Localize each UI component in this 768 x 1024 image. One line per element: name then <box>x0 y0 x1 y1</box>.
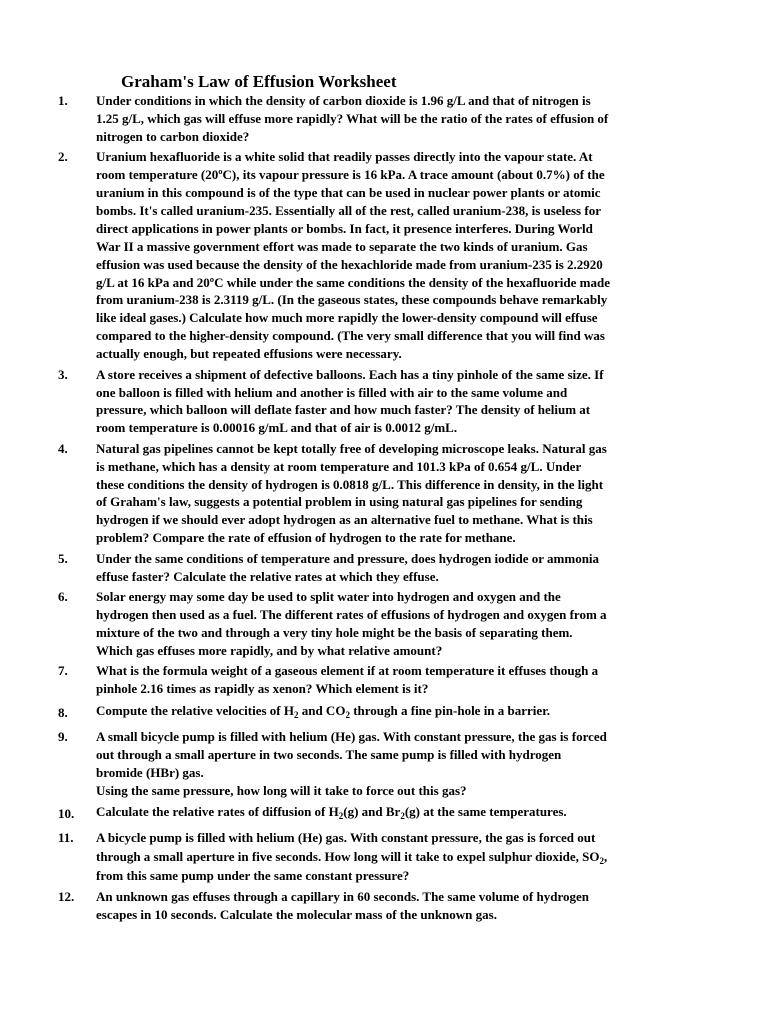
question-line: 1.25 g/L, which gas will effuse more rapidly? What will be the ratio of the rates of effusion of <box>96 110 609 126</box>
question-line: these conditions the density of hydrogen is 0.0818 g/L. This difference in density, in the light <box>96 476 604 492</box>
question-8 <box>58 702 698 720</box>
question-line: hydrogen then used as a fuel. The different rates of effusions of hydrogen and oxygen from a <box>96 606 607 622</box>
question-line: actually enough, but repeated effusions were necessary. <box>96 346 402 362</box>
question-number: 6. <box>58 588 68 604</box>
question-line <box>96 848 698 867</box>
question-line: room temperature (20ºC), its vapour pressure is 16 kPa. A trace amount (about 0.7%) of the <box>96 167 605 183</box>
question-2 <box>58 148 698 363</box>
question-7 <box>58 662 698 698</box>
question-line: hydrogen if we should ever adopt hydrogen as an alternative fuel to methane. What is this <box>96 512 593 528</box>
worksheet-title: Graham's Law of Effusion Worksheet <box>121 72 397 91</box>
text-segment: and CO <box>298 702 346 718</box>
question-line: mixture of the two and through a very tiny hole might be the basis of separating them. <box>96 624 573 640</box>
question-12 <box>58 888 698 924</box>
question-1 <box>58 92 698 146</box>
text-segment: , <box>603 848 608 864</box>
question-line: An unknown gas effuses through a capillary in 60 seconds. The same volume of hydrogen <box>96 888 589 904</box>
question-3 <box>58 366 698 438</box>
question-10 <box>58 803 698 821</box>
question-line: compared to the higher-density compound. (The very small difference that you will find was <box>96 328 605 344</box>
question-number: 7. <box>58 663 68 679</box>
text-segment: through a fine pin-hole in a barrier. <box>349 702 551 718</box>
question-line: room temperature is 0.00016 g/mL and that of air is 0.0012 g/mL. <box>96 420 458 436</box>
question-line: bromide (HBr) gas. <box>96 765 204 781</box>
question-line: pinhole 2.16 times as rapidly as xenon? Which element is it? <box>96 681 429 696</box>
subscript: 2 <box>599 855 604 866</box>
question-line: Which gas effuses more rapidly, and by what relative amount? <box>96 642 443 658</box>
question-line: effusion was used because the density of the hexachloride made from uranium-235 is 2.2920 <box>96 256 603 272</box>
question-line: bombs. It's called uranium-235. Essentially all of the rest, called uranium-238, is useless for <box>96 202 601 218</box>
subscript: 2 <box>293 709 299 720</box>
question-4 <box>58 440 698 547</box>
question-line: one balloon is filled with helium and another is filled with air to the same volume and <box>96 384 568 400</box>
question-number: 2. <box>58 149 68 165</box>
question-number: 4. <box>58 440 68 456</box>
question-line: out through a small aperture in two seconds. The same pump is filled with hydrogen <box>96 747 562 763</box>
text-segment: (g) at the same temperatures. <box>404 803 567 819</box>
question-5 <box>58 550 698 586</box>
question-line: of Graham's law, suggests a potential problem in using natural gas pipelines for sending <box>96 494 583 510</box>
question-number: 8. <box>58 704 68 720</box>
question-number: 3. <box>58 366 68 382</box>
question-6 <box>58 588 698 660</box>
question-number: 10. <box>58 805 75 821</box>
question-line: Uranium hexafluoride is a white solid that readily passes directly into the vapour state. At <box>96 149 593 165</box>
text-segment: Calculate the relative rates of diffusion of H <box>96 803 339 819</box>
question-line: is methane, which has a density at room temperature and 101.3 kPa of 0.654 g/L. Under <box>96 458 582 474</box>
question-number: 5. <box>58 550 68 566</box>
question-line: uranium in this compound is of the type that can be used in nuclear power plants or atomic <box>96 185 601 201</box>
question-line: nitrogen to carbon dioxide? <box>96 128 250 144</box>
question-line: Under conditions in which the density of carbon dioxide is 1.96 g/L and that of nitrogen is <box>96 93 591 108</box>
question-line: War II a massive government effort was made to separate the two kinds of uranium. Gas <box>96 238 588 254</box>
question-line: from uranium-238 is 2.3119 g/L. (In the gaseous states, these compounds behave remarkably <box>96 292 608 308</box>
question-11 <box>58 829 698 885</box>
question-line: Using the same pressure, how long will it take to force out this gas? <box>96 783 467 799</box>
question-line: from this same pump under the same constant pressure? <box>96 867 410 883</box>
question-line: like ideal gases.) Calculate how much more rapidly the lower-density compound will effuse <box>96 310 598 326</box>
question-number: 11. <box>58 830 74 846</box>
question-line: Under the same conditions of temperature and pressure, does hydrogen iodide or ammonia <box>96 550 600 566</box>
question-number: 9. <box>58 729 68 745</box>
question-line <box>96 803 698 821</box>
question-line: What is the formula weight of a gaseous element if at room temperature it effuses though a <box>96 663 599 679</box>
question-line <box>96 702 698 720</box>
question-line: g/L at 16 kPa and 20ºC while under the same conditions the density of the hexafluoride made <box>96 274 610 290</box>
question-9 <box>58 728 698 800</box>
question-line: escapes in 10 seconds. Calculate the molecular mass of the unknown gas. <box>96 906 497 922</box>
question-line: Solar energy may some day be used to split water into hydrogen and oxygen and the <box>96 588 561 604</box>
question-line: effuse faster? Calculate the relative rates at which they effuse. <box>96 568 439 584</box>
text-segment: through a small aperture in five seconds. How long will it take to expel sulphur dioxide, SO <box>96 848 600 864</box>
subscript: 2 <box>400 810 405 821</box>
question-line: pressure, which balloon will deflate faster and how much faster? The density of helium at <box>96 402 591 418</box>
question-line: problem? Compare the rate of effusion of hydrogen to the rate for methane. <box>96 530 516 546</box>
question-line: A bicycle pump is filled with helium (He) gas. With constant pressure, the gas is forced out <box>96 830 596 846</box>
question-line: direct applications in power plants or bombs. In fact, it presence interferes. During World <box>96 220 593 236</box>
question-line: A store receives a shipment of defective balloons. Each has a tiny pinhole of the same size. If <box>96 366 604 382</box>
subscript: 2 <box>345 709 350 720</box>
text-segment: (g) and Br <box>343 803 401 819</box>
question-number: 1. <box>58 93 68 108</box>
question-line: Natural gas pipelines cannot be kept totally free of developing microscope leaks. Natural gas <box>96 440 607 456</box>
question-number: 12. <box>58 888 75 904</box>
question-list <box>58 92 698 926</box>
question-line: A small bicycle pump is filled with helium (He) gas. With constant pressure, the gas is forced <box>96 729 607 745</box>
text-segment: Compute the relative velocities of H <box>96 702 294 718</box>
subscript: 2 <box>338 810 344 821</box>
